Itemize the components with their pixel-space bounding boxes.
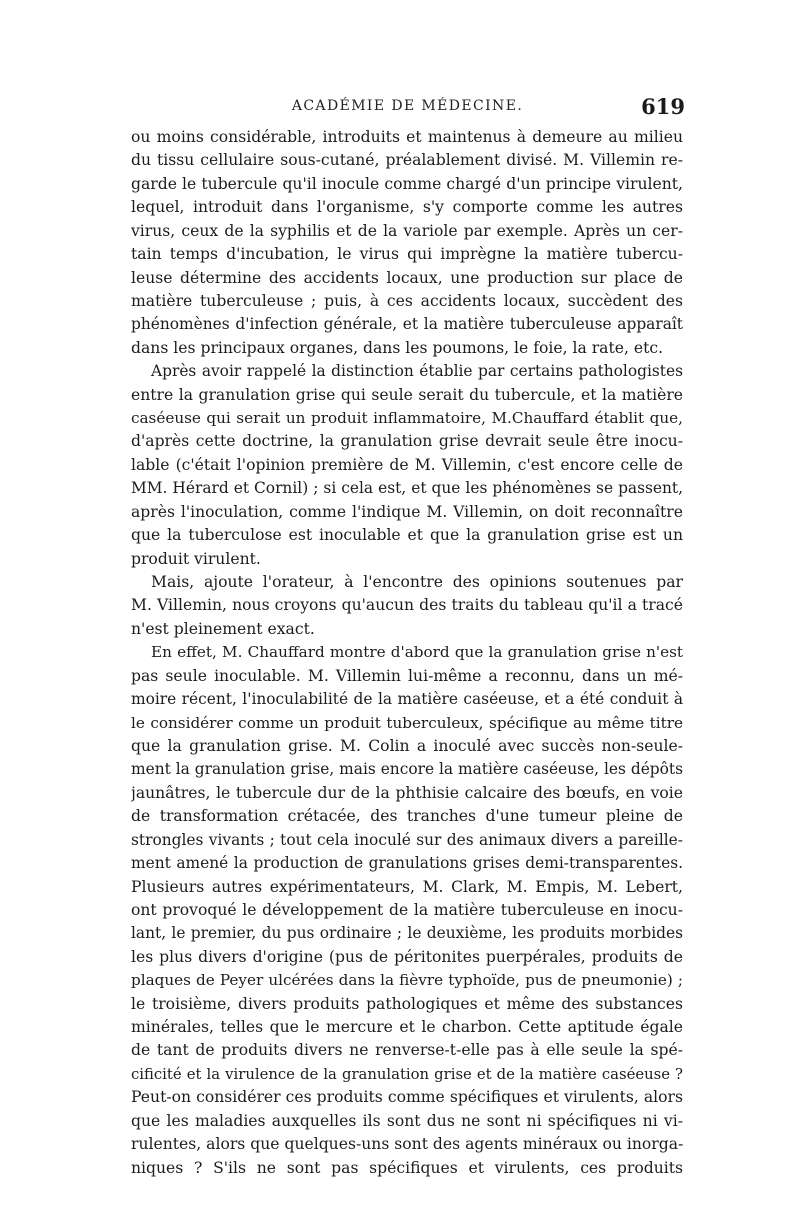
text-line: d'après cette doctrine, la granulation grise devrait seule être inocu- [131, 432, 683, 451]
text-line: tain temps d'incubation, le virus qui imprègne la matière tubercu- [131, 245, 683, 264]
text-line: Plusieurs autres expérimentateurs, M. Clark, M. Empis, M. Lebert, [131, 877, 683, 896]
text-line: produit virulent. [131, 549, 261, 568]
text-line: En effet, M. Chauffard montre d'abord que la granulation grise n'est [151, 643, 683, 662]
running-head [130, 96, 685, 124]
text-line: Après avoir rappelé la distinction établie par certains pathologistes [151, 362, 683, 381]
text-line: après l'inoculation, comme l'indique M. Villemin, on doit reconnaître [131, 502, 683, 521]
text-line: ment amené la production de granulations grises demi-transparentes. [131, 854, 683, 873]
text-line: Mais, ajoute l'orateur, à l'encontre des opinions soutenues par [151, 573, 683, 592]
text-line: ont provoqué le développement de la matière tuberculeuse en inocu- [131, 900, 683, 919]
text-line: strongles vivants ; tout cela inoculé sur des animaux divers a pareille- [131, 830, 683, 849]
text-line: cificité et la virulence de la granulation grise et de la matière caséeuse ? [131, 1065, 683, 1083]
text-line: ou moins considérable, introduits et maintenus à demeure au milieu [131, 128, 683, 146]
text-line: du tissu cellulaire sous-cutané, préalablement divisé. M. Villemin re- [131, 151, 683, 170]
text-line: pas seule inoculable. M. Villemin lui-même a reconnu, dans un mé- [131, 666, 683, 685]
text-line: les plus divers d'origine (pus de péritonites puerpérales, produits de [131, 947, 683, 966]
text-line: M. Villemin, nous croyons qu'aucun des traits du tableau qu'il a tracé [131, 596, 683, 615]
text-line: que les maladies auxquelles ils sont dus ne sont ni spécifiques ni vi- [131, 1111, 683, 1130]
text-line: de transformation crétacée, des tranches d'une tumeur pleine de [131, 807, 683, 826]
text-line: jaunâtres, le tubercule dur de la phthisie calcaire des bœufs, en voie [131, 783, 683, 802]
text-line: que la tuberculose est inoculable et que la granulation grise est un [131, 526, 683, 545]
text-line: entre la granulation grise qui seule serait du tubercule, et la matière [131, 385, 683, 404]
text-line: n'est pleinement exact. [131, 619, 315, 638]
text-line: le considérer comme un produit tuberculeux, spécifique au même titre [131, 713, 683, 732]
text-line: le troisième, divers produits pathologiques et même des substances [131, 994, 683, 1013]
text-line: leuse détermine des accidents locaux, une production sur place de [131, 268, 683, 287]
running-title: ACADÉMIE DE MÉDECINE. [291, 98, 524, 114]
text-line: phénomènes d'infection générale, et la matière tuberculeuse apparaît [131, 315, 683, 334]
text-line: rulentes, alors que quelques-uns sont des agents minéraux ou inorga- [131, 1135, 683, 1154]
text-line: MM. Hérard et Cornil) ; si cela est, et que les phénomènes se passent, [131, 479, 683, 498]
text-line: ment la granulation grise, mais encore la matière caséeuse, les dépôts [131, 760, 683, 779]
body-text [131, 126, 683, 1180]
text-line: caséeuse qui serait un produit inflammatoire, M.Chauffard établit que, [131, 409, 683, 428]
text-line: garde le tubercule qu'il inocule comme chargé d'un principe virulent, [131, 174, 683, 193]
text-line: Peut-on considérer ces produits comme spécifiques et virulents, alors [131, 1088, 683, 1107]
text-line: lant, le premier, du pus ordinaire ; le deuxième, les produits morbides [131, 924, 683, 943]
text-line: que la granulation grise. M. Colin a inoculé avec succès non-seule- [131, 736, 683, 755]
text-line: plaques de Peyer ulcérées dans la fièvre typhoïde, pus de pneumonie) ; [131, 971, 683, 990]
text-line: de tant de produits divers ne renverse-t-elle pas à elle seule la spé- [131, 1041, 683, 1060]
text-line: matière tuberculeuse ; puis, à ces accidents locaux, succèdent des [131, 291, 683, 310]
text-line: dans les principaux organes, dans les poumons, le foie, la rate, etc. [131, 338, 664, 357]
text-line: lable (c'était l'opinion première de M. Villemin, c'est encore celle de [131, 455, 683, 474]
text-line: moire récent, l'inoculabilité de la matière caséeuse, et a été conduit à [131, 690, 683, 709]
page-number: 619 [641, 94, 685, 119]
text-line: virus, ceux de la syphilis et de la variole par exemple. Après un cer- [131, 221, 683, 240]
text-line: niques ? S'ils ne sont pas spécifiques et virulents, ces produits [131, 1158, 683, 1177]
text-line: minérales, telles que le mercure et le charbon. Cette aptitude égale [131, 1018, 683, 1037]
text-line: lequel, introduit dans l'organisme, s'y comporte comme les autres [131, 198, 683, 217]
